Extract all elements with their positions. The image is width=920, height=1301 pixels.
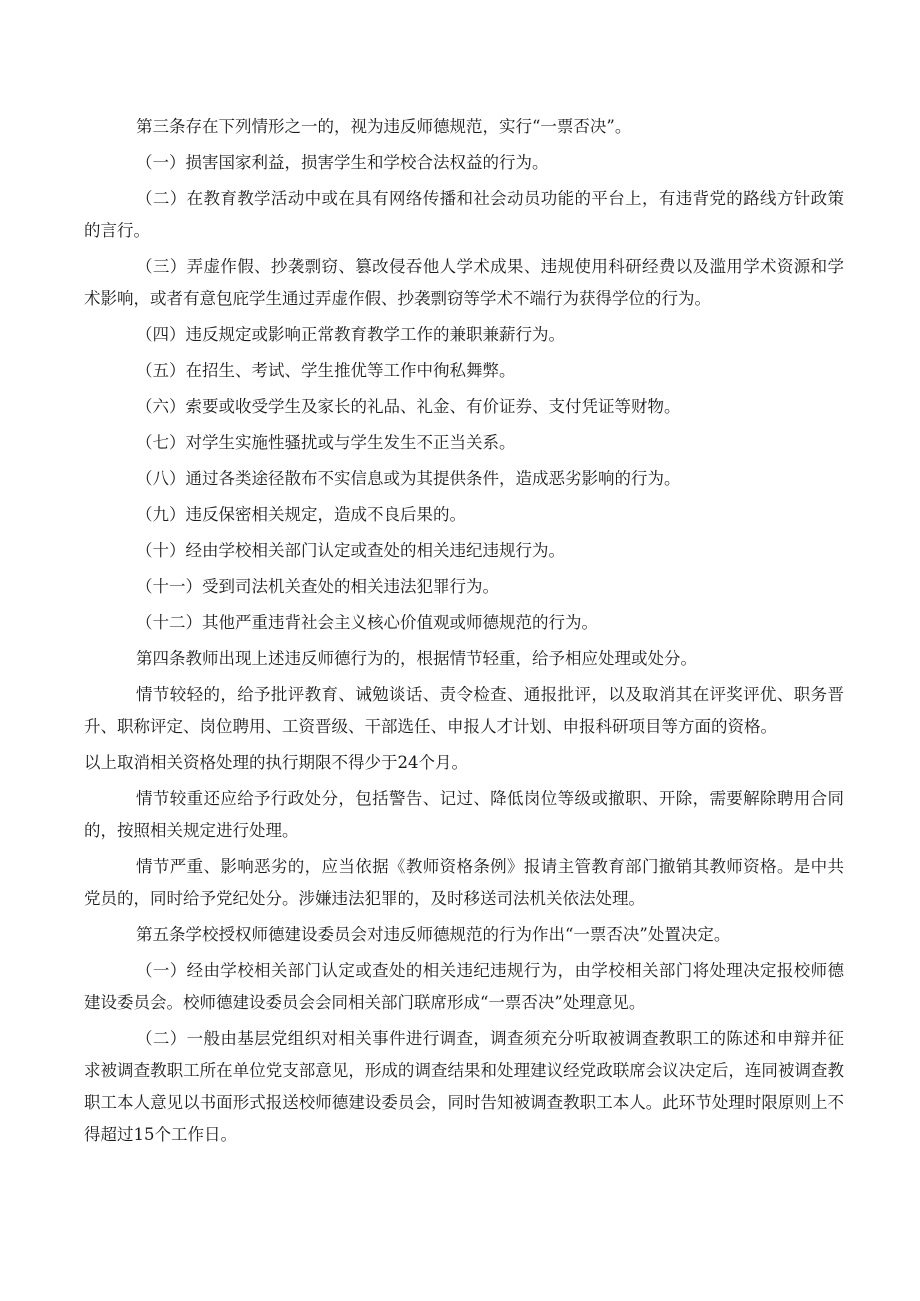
- paragraph-article-5: 第五条学校授权师德建设委员会对违反师德规范的行为作出“一票否决”处置决定。: [136, 925, 731, 944]
- paragraph-minor-case: 情节较轻的，给予批评教育、诫勉谈话、责令检查、通报批评，以及取消其在评奖评优、职务晋升、职称评定、岗位聘用、工资晋级、干部选任、申报人才计划、申报科研项目等方面的资格。: [84, 685, 844, 736]
- list-item: （八）通过各类途径散布不实信息或为其提供条件，造成恶劣影响的行为。: [136, 469, 681, 488]
- list-item: （六）索要或收受学生及家长的礼品、礼金、有价证券、支付凭证等财物。: [136, 397, 681, 416]
- list-item: （五）在招生、考试、学生推优等工作中徇私舞弊。: [136, 361, 516, 380]
- list-item: （一）经由学校相关部门认定或查处的相关违纪违规行为，由学校相关部门将处理决定报校师德建设委员会。校师德建设委员会会同相关部门联席形成“一票否决”处理意见。: [84, 961, 844, 1012]
- list-item: （三）弄虚作假、抄袭剽窃、篡改侵吞他人学术成果、违规使用科研经费以及滥用学术资源和学术影响，或者有意包庇学生通过弄虚作假、抄袭剽窃等学术不端行为获得学位的行为。: [84, 257, 844, 308]
- list-item: （二）一般由基层党组织对相关事件进行调查，调查须充分听取被调查教职工的陈述和申辩并征求被调查教职工所在单位党支部意见，形成的调查结果和处理建议经党政联席会议决定后，连同被调查教职工本人意见以书面形式报送校师德建设委员会，同时告知被调查教职工本人。此环节处理时限原则上不得超过15个工作日。: [84, 1029, 844, 1144]
- list-item: （二）在教育教学活动中或在具有网络传播和社会动员功能的平台上，有违背党的路线方针政策的言行。: [84, 189, 844, 240]
- list-item: （四）违反规定或影响正常教育教学工作的兼职兼薪行为。: [136, 325, 565, 344]
- paragraph-article-4: 第四条教师出现上述违反师德行为的，根据情节轻重，给予相应处理或处分。: [136, 649, 697, 668]
- document-body: [84, 111, 844, 1155]
- list-item: （七）对学生实施性骚扰或与学生发生不正当关系。: [136, 433, 516, 452]
- paragraph-severe-case: 情节严重、影响恶劣的，应当依据《教师资格条例》报请主管教育部门撤销其教师资格。是中共党员的，同时给予党纪处分。涉嫌违法犯罪的，及时移送司法机关依法处理。: [84, 857, 844, 908]
- list-item: （十二）其他严重违背社会主义核心价值观或师德规范的行为。: [136, 613, 598, 632]
- paragraph-minor-case-duration: 以上取消相关资格处理的执行期限不得少于24个月。: [84, 753, 468, 772]
- list-item: （九）违反保密相关规定，造成不良后果的。: [136, 505, 466, 524]
- list-item: （十一）受到司法机关查处的相关违法犯罪行为。: [136, 577, 499, 596]
- list-item: （十）经由学校相关部门认定或查处的相关违纪违规行为。: [136, 541, 565, 560]
- list-item: （一）损害国家利益，损害学生和学校合法权益的行为。: [136, 153, 549, 172]
- paragraph-serious-case: 情节较重还应给予行政处分，包括警告、记过、降低岗位等级或撤职、开除，需要解除聘用合同的，按照相关规定进行处理。: [84, 789, 844, 840]
- paragraph-article-3: 第三条存在下列情形之一的，视为违反师德规范，实行“一票否决”。: [136, 117, 632, 136]
